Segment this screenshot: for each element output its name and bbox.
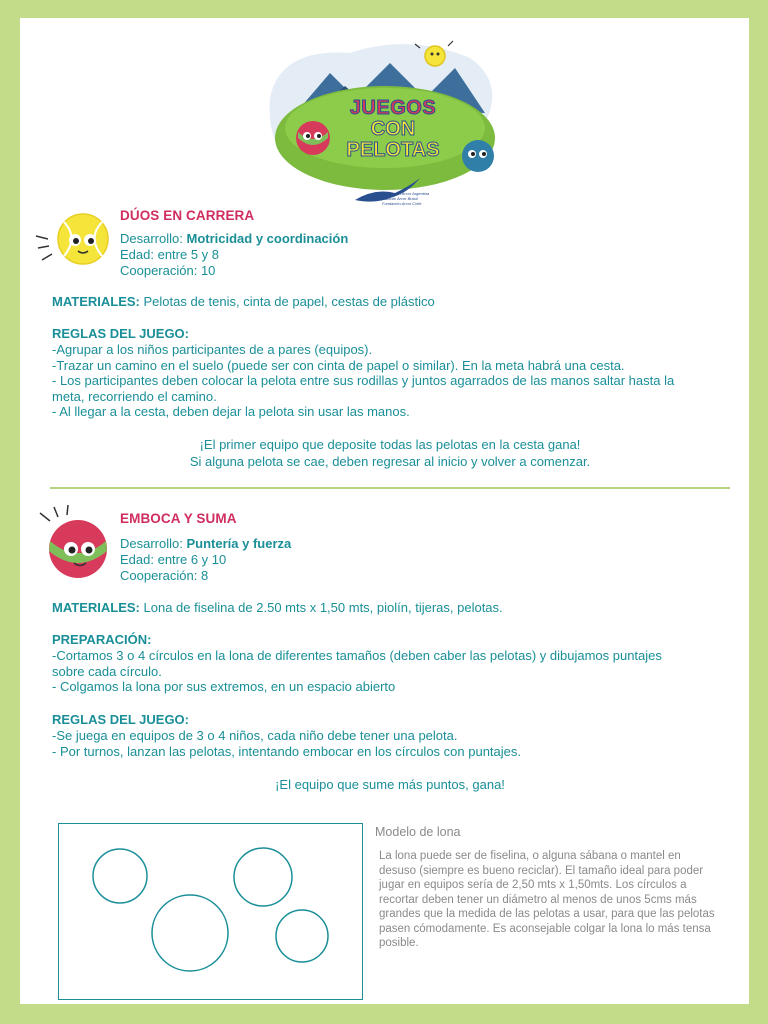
- section1-closing-2: Si alguna pelota se cae, deben regresar al inicio y volver a comenzar.: [189, 454, 591, 469]
- section2-materiales-label: MATERIALES:: [52, 600, 140, 615]
- section2-reglas-list: [52, 728, 732, 759]
- modelo-desc-line-3: jugar en equipos sería de 2,50 mts x 1,50mts. Los círculos a: [379, 879, 687, 891]
- section1-edad: Edad: entre 5 y 8: [120, 247, 220, 262]
- section2-reglas-label: REGLAS DEL JUEGO:: [52, 712, 190, 727]
- logo-title-line2: CON: [370, 118, 416, 140]
- lona-circle-4: [276, 910, 328, 962]
- section1-reglas-list: [52, 342, 732, 420]
- section2-cooperacion: Cooperación: 8: [120, 568, 209, 583]
- modelo-desc-line-5: grandes que la medida de las pelotas a usar, para que las pelotas: [379, 908, 715, 920]
- section1-reglas-label: REGLAS DEL JUEGO:: [52, 326, 190, 341]
- section2-preparacion-label: PREPARACIÓN:: [52, 632, 152, 647]
- section1-materiales-label: MATERIALES:: [52, 294, 140, 309]
- section2-desarrollo-label: Desarrollo:: [120, 536, 183, 551]
- section2-materiales-value: Lona de fiselina de 2.50 mts x 1,50 mts, piolín, tijeras, pelotas.: [143, 600, 503, 615]
- section2-preparacion-list: [52, 648, 732, 695]
- section1-closing-1: ¡El primer equipo que deposite todas las pelotas en la cesta gana!: [199, 437, 581, 452]
- section1-title: DÚOS EN CARRERA: [120, 208, 255, 223]
- lona-diagram: [58, 823, 363, 1000]
- logo-title-line3: PELOTAS: [346, 139, 440, 161]
- section1-desarrollo-value: Motricidad y coordinación: [186, 231, 349, 246]
- logo-title-line1: JUEGOS: [349, 97, 437, 119]
- section1-regla-4: - Al llegar a la cesta, deben dejar la pelota sin usar las manos.: [52, 404, 410, 419]
- section1-regla-3-cont: meta, recorriendo el camino.: [52, 388, 217, 404]
- lona-circle-3: [152, 895, 228, 971]
- modelo-desc-line-2: desuso (siempre es bueno reciclar). El tamaño ideal para poder: [379, 864, 704, 877]
- section2-regla-1: -Se juega en equipos de 3 o 4 niños, cada niño debe tener una pelota.: [52, 728, 458, 743]
- modelo-description: [379, 849, 739, 951]
- sponsor-names: [382, 191, 429, 206]
- section2-desarrollo: [120, 536, 291, 552]
- section1-regla-1: -Agrupar a los niños participantes de a pares (equipos).: [52, 342, 373, 357]
- section2-materiales: [52, 600, 503, 616]
- sponsor-line-1: Fundación Arcor Argentina: [382, 191, 430, 196]
- section2-regla-2: - Por turnos, lanzan las pelotas, intentando embocar en los círculos con puntajes.: [52, 743, 521, 759]
- sponsor-line-3: Fundación Arcor Chile: [382, 201, 422, 206]
- section-divider: [50, 487, 730, 489]
- section2-preparacion-1-cont: sobre cada círculo.: [52, 663, 162, 679]
- section1-regla-2: -Trazar un camino en el suelo (puede ser con cinta de papel o similar). En la meta habrá una cesta.: [52, 357, 625, 373]
- lona-circle-1: [93, 849, 147, 903]
- section1-desarrollo: [120, 231, 348, 247]
- modelo-desc-line-1: La lona puede ser de fiselina, o alguna sábana o mantel en: [379, 850, 681, 862]
- section2-preparacion-2: - Colgamos la lona por sus extremos, en un espacio abierto: [52, 679, 396, 694]
- section1-regla-3: - Los participantes deben colocar la pelota entre sus rodillas y juntos agarrados de las manos saltar hasta la: [52, 373, 675, 388]
- section2-preparacion-1: -Cortamos 3 o 4 círculos en la lona de diferentes tamaños (deben caber las pelotas) y dibujamos puntajes: [52, 648, 662, 663]
- modelo-title: Modelo de lona: [375, 825, 461, 839]
- header-logo: [260, 28, 500, 208]
- section1-materiales-value: Pelotas de tenis, cinta de papel, cestas de plástico: [143, 294, 435, 309]
- yellow-tennis-ball-icon: [34, 210, 114, 270]
- section2-edad: Edad: entre 6 y 10: [120, 552, 227, 567]
- red-green-ball-icon: [34, 503, 114, 581]
- section2-closing: ¡El equipo que sume más puntos, gana!: [275, 777, 505, 792]
- page: [20, 18, 749, 1004]
- lona-circle-2: [234, 848, 292, 906]
- modelo-desc-line-4: recortar deben tener un diámetro al menos de unos 5cms más: [379, 893, 697, 906]
- section2-desarrollo-value: Puntería y fuerza: [186, 536, 292, 551]
- section1-cooperacion: Cooperación: 10: [120, 263, 216, 278]
- modelo-desc-line-7: posible.: [379, 937, 419, 949]
- section2-title: EMBOCA Y SUMA: [120, 511, 237, 526]
- sponsor-line-2: Instituto Arcor Brasil: [382, 196, 418, 201]
- section1-desarrollo-label: Desarrollo:: [120, 231, 183, 246]
- section1-materiales: [52, 294, 435, 310]
- modelo-desc-line-6: pasen cómodamente. Es aconsejable colgar la lona lo más tensa: [379, 922, 711, 935]
